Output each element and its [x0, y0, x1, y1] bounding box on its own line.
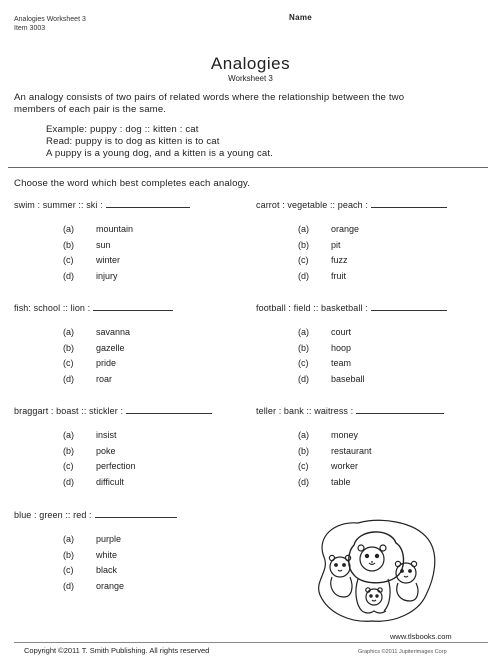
- option-list: [298, 325, 365, 387]
- intro-line-1: An analogy consists of two pairs of related words where the relationship between the two: [14, 92, 405, 103]
- option-item[interactable]: (d) baseball: [298, 373, 365, 384]
- option-item[interactable]: (d) orange: [63, 580, 125, 591]
- option-item[interactable]: (a) mountain: [63, 224, 134, 234]
- option-item[interactable]: (a) orange: [298, 224, 360, 234]
- website-url: www.tlsbooks.com: [390, 632, 452, 641]
- item-number: Item 3003: [14, 25, 46, 32]
- option-list: [63, 325, 130, 387]
- option-item[interactable]: (a) insist: [63, 430, 117, 440]
- option-item[interactable]: (a) savanna: [63, 327, 131, 337]
- footer-divider: [14, 642, 488, 643]
- question-prompt: teller : bank :: waitress :: [256, 405, 444, 416]
- option-item[interactable]: (a) purple: [63, 534, 122, 544]
- option-item[interactable]: (d) fruit: [298, 270, 347, 281]
- option-item[interactable]: (d) difficult: [63, 476, 124, 487]
- option-list: [298, 222, 359, 284]
- copyright-text: Copyright ©2011 T. Smith Publishing. All rights reserved: [24, 646, 210, 655]
- option-list: [63, 532, 124, 594]
- option-item[interactable]: (c) pride: [63, 358, 117, 368]
- answer-blank[interactable]: [106, 199, 190, 208]
- question-prompt: blue : green :: red :: [14, 509, 177, 520]
- option-item[interactable]: (b) white: [63, 549, 118, 560]
- answer-blank[interactable]: [126, 405, 212, 414]
- question-prompt: fish: school :: lion :: [14, 302, 173, 313]
- name-label: Name: [289, 13, 312, 22]
- option-item[interactable]: (b) pit: [298, 239, 341, 250]
- answer-blank[interactable]: [371, 199, 447, 208]
- option-item[interactable]: (b) poke: [63, 445, 116, 456]
- question-prompt: braggart : boast :: stickler :: [14, 405, 212, 416]
- section-divider: [8, 167, 488, 168]
- option-item[interactable]: (d) table: [298, 476, 351, 487]
- question-prompt: swim : summer :: ski :: [14, 199, 190, 210]
- option-item[interactable]: (c) black: [63, 565, 118, 575]
- lion-family-illustration-icon: [310, 515, 440, 627]
- option-item[interactable]: (b) sun: [63, 239, 111, 250]
- option-item[interactable]: (c) worker: [298, 461, 359, 471]
- question-prompt: football : field :: basketball :: [256, 302, 447, 313]
- option-item[interactable]: (c) team: [298, 358, 352, 368]
- option-item[interactable]: (c) perfection: [63, 461, 136, 471]
- answer-blank[interactable]: [356, 405, 444, 414]
- option-item[interactable]: (b) restaurant: [298, 445, 372, 456]
- page-title: Analogies: [210, 54, 291, 73]
- page-subtitle: Worksheet 3: [228, 74, 273, 83]
- option-item[interactable]: (d) roar: [63, 373, 113, 384]
- option-item[interactable]: (c) fuzz: [298, 255, 348, 265]
- option-list: [63, 428, 136, 490]
- option-item[interactable]: (a) money: [298, 430, 359, 440]
- worksheet-label: Analogies Worksheet 3: [14, 16, 86, 23]
- answer-blank[interactable]: [93, 302, 173, 311]
- intro-example: Example: puppy : dog :: kitten : cat: [46, 124, 199, 135]
- intro-read: Read: puppy is to dog as kitten is to cat: [46, 136, 220, 147]
- option-item[interactable]: (b) gazelle: [63, 342, 125, 353]
- instructions: Choose the word which best completes each analogy.: [14, 178, 251, 189]
- intro-meaning: A puppy is a young dog, and a kitten is a young cat.: [46, 148, 274, 159]
- answer-blank[interactable]: [95, 509, 177, 518]
- option-item[interactable]: (d) injury: [63, 270, 118, 281]
- question-prompt: carrot : vegetable :: peach :: [256, 199, 447, 210]
- intro-line-2: members of each pair is the same.: [14, 104, 167, 115]
- option-item[interactable]: (c) winter: [63, 255, 121, 265]
- option-list: [298, 428, 372, 490]
- option-item[interactable]: (a) court: [298, 327, 352, 337]
- option-list: [63, 222, 133, 284]
- graphics-credit: Graphics ©2011 Jupiterimages Corp: [358, 649, 447, 655]
- option-item[interactable]: (b) hoop: [298, 342, 352, 353]
- answer-blank[interactable]: [371, 302, 447, 311]
